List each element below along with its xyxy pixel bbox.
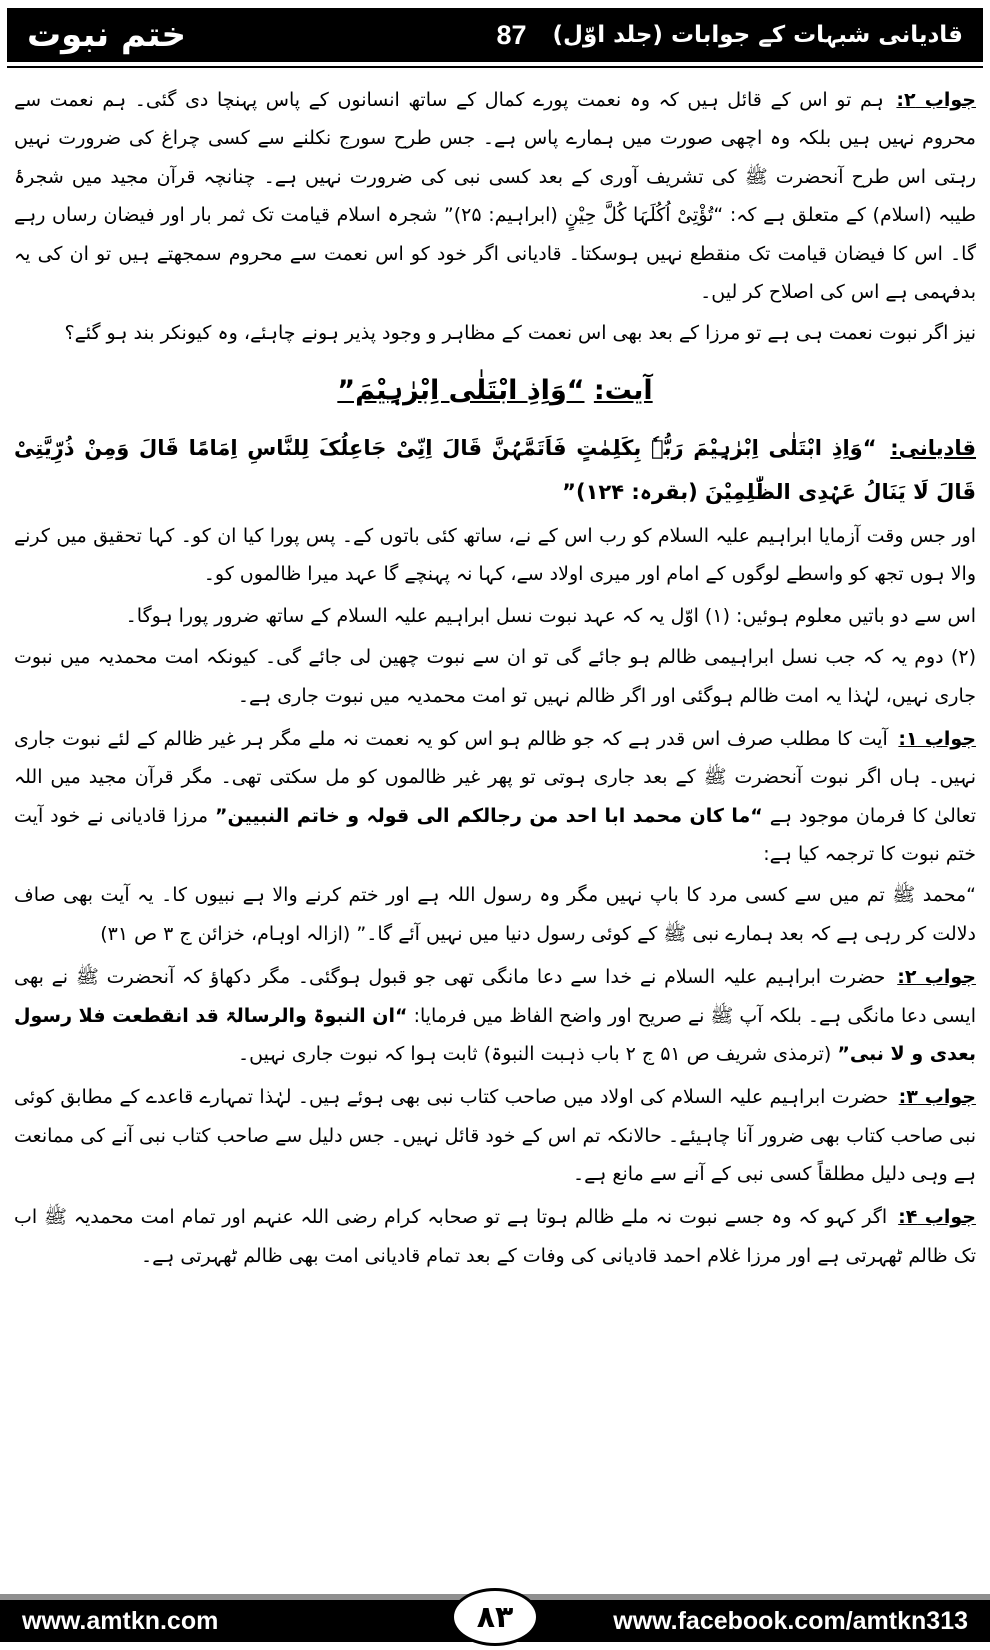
paragraph-answer-2a	[14, 81, 976, 311]
verse-heading-text: “وَاِذِ ابْتَلٰی اِبْرٰہِیْمَ”	[337, 374, 585, 406]
hadith-quote: “ان النبوۃ والرسالۃ قد انقطعت فلا رسول بعدی و لا نبی”	[14, 1004, 976, 1065]
paragraph-qadiani-quote	[14, 426, 976, 514]
verse-heading	[14, 365, 976, 416]
paragraph-answer-2b	[14, 958, 976, 1073]
page-number-urdu: ۸۳	[476, 1599, 514, 1635]
verse-heading-label: آیت:	[593, 374, 653, 406]
paragraph-text: مرزا قادیانی نے خود آیت ختم نبوت کا ترجمہ کیا ہے:	[14, 804, 976, 866]
paragraph-point-1	[14, 597, 976, 635]
arabic-quote: “ما کان محمد ابا احد من رجالکم الی قولہ و خاتم النبیین”	[215, 804, 763, 827]
paragraph-text: نیز اگر نبوت نعمت ہی ہے تو مرزا کے بعد بھی اس نعمت کے مظاہر و وجود پذیر ہونے چاہئے، وہ کیونکر بند ہو گئے؟	[64, 322, 976, 345]
answer-label: جواب ۲:	[897, 966, 976, 989]
answer-label: جواب ۴:	[898, 1206, 976, 1229]
paragraph-text: (ترمذی شریف ص ۵۱ ج ۲ باب ذہبت النبوۃ) ثابت ہوا کہ نبوت جاری نہیں۔	[237, 1042, 832, 1065]
paragraph-text: “محمد ﷺ تم میں سے کسی مرد کا باپ نہیں مگر وہ رسول اللہ ہے اور ختم کرنے والا ہے نبیوں کا۔ یہ آیت بھی صاف دلالت کر رہی ہے کہ بعد ہمارے نبی ﷺ کے کوئی رسول دنیا میں نہیں آئے گا۔” (ازالہ اوہام، خزائن ج ۳ ص ۳۱)	[14, 884, 976, 945]
book-title: قادیانی شبہات کے جوابات (جلد اوّل)	[552, 22, 963, 48]
qadiani-label: قادیانی:	[890, 435, 976, 460]
paragraph-answer-3	[14, 1078, 976, 1193]
header-divider	[7, 66, 983, 69]
answer-label: جواب ۱:	[898, 727, 976, 750]
paragraph-text: ہم تو اس کے قائل ہیں کہ وہ نعمت پورے کمال کے ساتھ انسانوں کے پاس پہنچا دی گئی۔ ہم نعمت سے محروم نہیں ہیں بلکہ وہ اچھی صورت میں ہمارے پاس ہے۔ جس طرح سورج نکلنے سے کسی چراغ کی ضرورت نہیں رہتی اس طرح آنحضرت ﷺ کی تشریف آوری کے بعد کسی نبی کی ضرورت نہیں ہے۔ چنانچہ قرآن مجید میں شجرۂ طیبہ (اسلام) کے متعلق ہے کہ: “تُؤْتِیْ اُکُلَہَا کُلَّ حِیْنٍ (ابراہیم: ۲۵)” شجرہ اسلام قیامت تک ثمر بار اور فیضان رساں رہے گا۔ اس کا فیضان قیامت تک منقطع نہیں ہوسکتا۔ قادیانی اگر خود کو اس نعمت سے محروم سمجھتے ہیں تو ان کی یہ بدفہمی ہے اس کی اصلاح کر لیں۔	[14, 89, 976, 303]
paragraph-text: حضرت ابراہیم علیہ السلام نے خدا سے دعا مانگی تھی جو قبول ہوگئی۔ مگر دکھاؤ کہ آنحضرت ﷺ نے بھی ایسی دعا مانگی ہے۔ بلکہ آپ ﷺ نے صریح اور واضح الفاظ میں فرمایا:	[14, 966, 976, 1027]
page-number-oval	[451, 1588, 539, 1646]
paragraph-mirza-translation	[14, 876, 976, 953]
header-bar	[7, 8, 983, 62]
paragraph-text: آیت کا مطلب صرف اس قدر ہے کہ جو ظالم ہو اس کو یہ نعمت نہ ملے مگر ہر غیر ظالم کے لئے نبوت جاری نہیں۔ ہاں اگر نبوت آنحضرت ﷺ کے بعد جاری ہوتی تو پھر غیر ظالموں کو مل سکتی تھی۔ مگر قرآن مجید میں اللہ تعالیٰ کا فرمان موجود ہے	[14, 727, 976, 827]
paragraph-text: اس سے دو باتیں معلوم ہوئیں: (۱) اوّل یہ کہ عہد نبوت نسل ابراہیم علیہ السلام کے ساتھ ضرور پورا ہوگا۔	[125, 604, 976, 627]
paragraph-translation	[14, 517, 976, 594]
page-number: 87	[496, 19, 527, 50]
answer-label: جواب ۲:	[896, 89, 976, 111]
paragraph-text: اگر کہو کہ وہ جسے نبوت نہ ملے ظالم ہوتا ہے تو صحابہ کرام رضی اللہ عنہم اور تمام امت محمدیہ ﷺ اب تک ظالم ٹھہرتی ہے اور مرزا غلام احمد قادیانی کی وفات کے بعد تمام قادیانی امت بھی ظالم ٹھہرتی ہے۔	[14, 1206, 976, 1267]
paragraph-text: (۲) دوم یہ کہ جب نسل ابراہیمی ظالم ہو جائے گی تو ان سے نبوت چھین لی جائے گی۔ کیونکہ امت محمدیہ میں نبوت جاری نہیں، لہٰذا یہ امت ظالم ہوگئی اور اگر ظالم نہیں تو امت محمدیہ میں نبوت جاری ہے۔	[14, 646, 976, 707]
paragraph-answer-4	[14, 1198, 976, 1275]
page-body	[14, 76, 976, 1588]
paragraph-answer-1	[14, 720, 976, 874]
paragraph-point-2	[14, 638, 976, 715]
khatm-e-nabuwwat-logo: ختم نبوت	[27, 15, 187, 55]
paragraph-note	[14, 314, 976, 352]
website-url: www.amtkn.com	[22, 1606, 219, 1635]
answer-label: جواب ۳:	[898, 1086, 976, 1109]
quran-verse-text: “وَاِذِ ابْتَلٰی اِبْرٰہِیْمَ رَبُّہٗ بِکَلِمٰتٍ فَاَتَمَّہُنَّ قَالَ اِنِّیْ جَاعِلُکَ لِلنَّاسِ اِمَامًا قَالَ وَمِنْ ذُرِّیَّتِیْ قَالَ لَا یَنَالُ عَہْدِی الظّٰلِمِیْنَ (بقرہ: ۱۲۴)”	[14, 435, 976, 505]
paragraph-text: اور جس وقت آزمایا ابراہیم علیہ السلام کو رب اس کے نے، ساتھ کئی باتوں کے۔ پس پورا کیا ان کو۔ کہا تحقیق میں کرنے والا ہوں تجھ کو واسطے لوگوں کے امام اور میری اولاد سے، کہا نہ پہنچے گا عہد میرا ظالموں کو۔	[14, 525, 976, 586]
facebook-url: www.facebook.com/amtkn313	[613, 1606, 968, 1635]
paragraph-text: حضرت ابراہیم علیہ السلام کی اولاد میں صاحب کتاب نبی بھی ہوئے ہیں۔ لہٰذا تمہارے قاعدے کے مطابق کوئی نبی صاحب کتاب بھی ضرور آنا چاہیئے۔ حالانکہ تم اس کے خود قائل نہیں۔ جس دلیل سے صاحب کتاب نبی آنے کی ممانعت ہے وہی دلیل مطلقاً کسی نبی کے آنے سے مانع ہے۔	[14, 1086, 976, 1186]
